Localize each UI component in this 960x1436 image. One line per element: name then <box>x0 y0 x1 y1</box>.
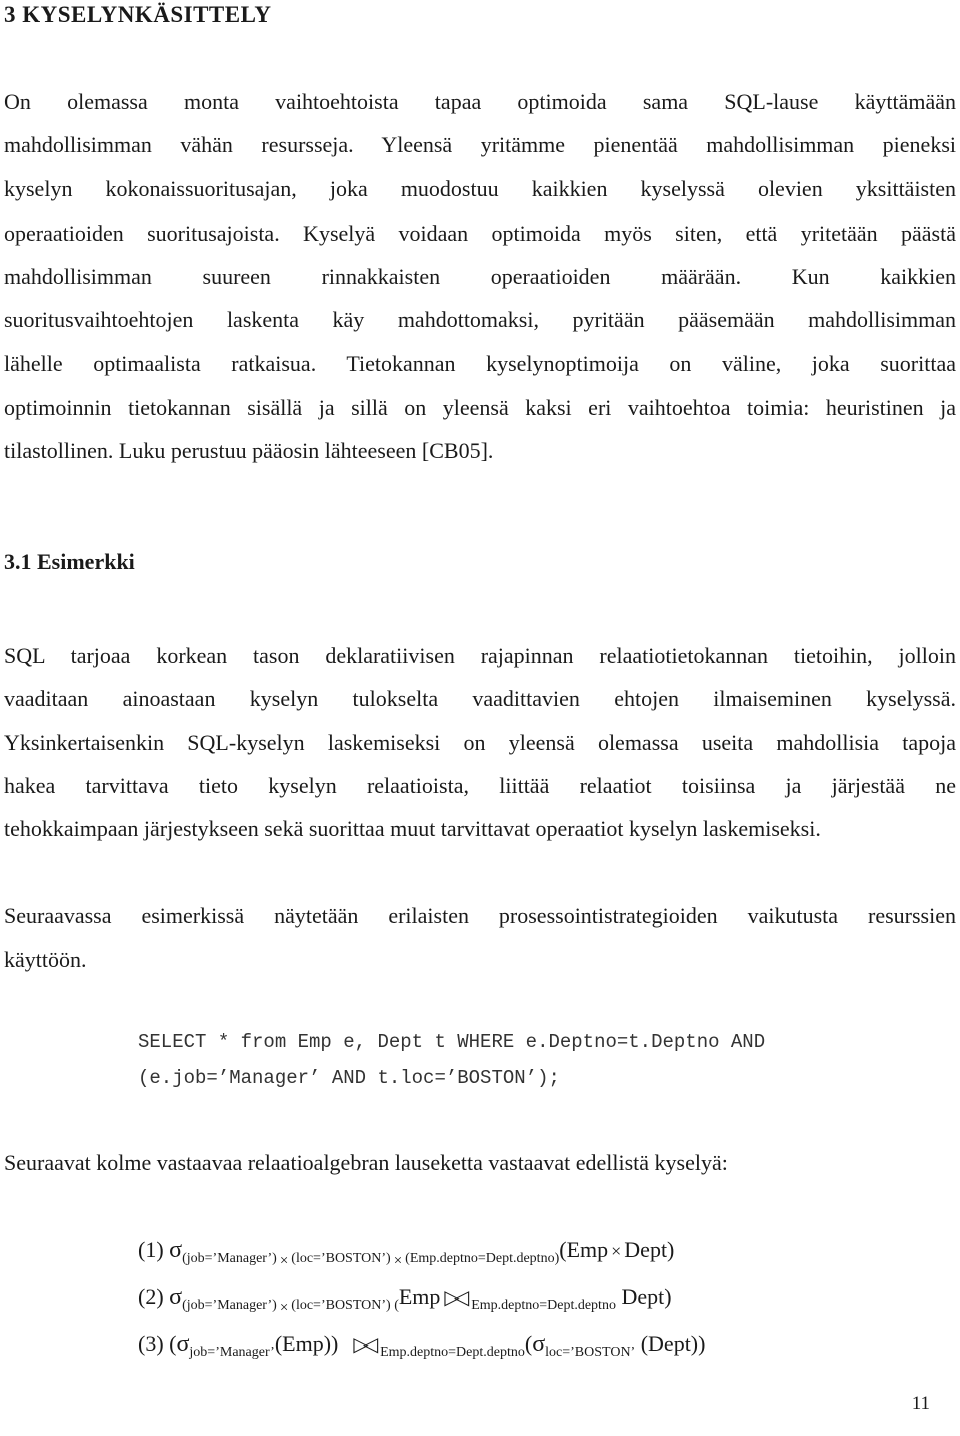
paren: ( <box>390 1298 399 1313</box>
code-line: SELECT * from Emp e, Dept t WHERE e.Deptno=t.Deptno AND <box>138 1031 766 1053</box>
condition: (Emp.deptno=Dept.deptno) <box>405 1251 560 1266</box>
expression-number: (2) <box>138 1284 170 1309</box>
condition: job=’Manager’ <box>189 1345 275 1360</box>
paragraph-line: tilastollinen. Luku perustuu pääosin lähteeseen [CB05]. <box>4 438 494 463</box>
paragraph-line: hakea tarvittava tieto kyselyn relaatioista, liittää relaatiot toisiinsa ja järjestää ne <box>4 773 956 798</box>
sigma-symbol: σ <box>532 1331 546 1357</box>
paragraph-line: Seuraavat kolme vastaavaa relaatioalgebran lauseketta vastaavat edellistä kyselyä: <box>4 1150 728 1175</box>
paragraph-line: vaaditaan ainoastaan kyselyn tulokselta vaadittavien ehtojen ilmaiseminen kyselyssä. <box>4 686 956 711</box>
paragraph-line: lähelle optimaalista ratkaisua. Tietokannan kyselynoptimoija on väline, joka suorittaa <box>4 351 956 376</box>
paragraph-line: käyttöön. <box>4 947 87 972</box>
cross-product-symbol: × <box>393 1253 403 1269</box>
paragraph-line: operaatioiden suoritusajoista. Kyselyä voidaan optimoida myös siten, että yritetään päästä <box>4 221 956 246</box>
paragraph-line: optimoinnin tietokannan sisällä ja sillä on yleensä kaksi eri vaihtoehtoa toimia: heuristinen ja <box>4 395 956 420</box>
chapter-heading: 3 KYSELYNKÄSITTELY <box>4 2 272 27</box>
page-number: 11 <box>911 1393 930 1414</box>
algebra-expression-3 <box>138 1330 705 1362</box>
paragraph-line: suoritusvaihtoehtojen laskenta käy mahdottomaksi, pyritään pääsemään mahdollisimman <box>4 307 956 332</box>
paragraph-line: SQL tarjoaa korkean tason deklaratiivisen rajapinnan relaatiotietokannan tietoihin, jolloin <box>4 643 956 668</box>
algebra-expression-1 <box>138 1236 674 1268</box>
join-condition: Emp.deptno=Dept.deptno <box>380 1345 525 1360</box>
join-symbol-icon: ▷◁ <box>444 1287 464 1309</box>
paragraph-line: mahdollisimman suureen rinnakkaisten operaatioiden määrään. Kun kaikkien <box>4 264 956 289</box>
expression-args: Dept) <box>624 1237 675 1262</box>
condition: loc=’BOSTON’ <box>545 1345 636 1360</box>
paragraph-line: Yksinkertaisenkin SQL-kyselyn laskemiseksi on yleensä olemassa useita mahdollisia tapoja <box>4 730 956 755</box>
cross-product-symbol: × <box>279 1300 289 1316</box>
paragraph-line: Seuraavassa esimerkissä näytetään erilaisten prosessointistrategioiden vaikutusta resurssien <box>4 903 956 928</box>
condition: (job=’Manager’) <box>182 1298 277 1313</box>
paragraph-line: On olemassa monta vaihtoehtoista tapaa optimoida sama SQL-lause käyttämään <box>4 89 956 114</box>
sigma-symbol: σ <box>169 1284 183 1310</box>
join-symbol-icon: ▷◁ <box>353 1334 373 1356</box>
relation-name: Emp <box>398 1284 441 1309</box>
cross-product-symbol: × <box>611 1241 622 1261</box>
code-line: (e.job=’Manager’ AND t.loc=’BOSTON’); <box>138 1067 560 1089</box>
cross-product-symbol: × <box>279 1253 289 1269</box>
expression-args: (Emp <box>559 1237 609 1262</box>
condition: (loc=’BOSTON’) <box>291 1251 391 1266</box>
relation-name: Dept) <box>615 1284 672 1309</box>
condition: (loc=’BOSTON’) <box>291 1298 391 1313</box>
paren: ( <box>524 1331 533 1356</box>
paragraph-line: mahdollisimman vähän resursseja. Yleensä yritämme pienentää mahdollisimman pieneksi <box>4 132 956 157</box>
join-condition: Emp.deptno=Dept.deptno <box>471 1298 616 1313</box>
paragraph-line: tehokkaimpaan järjestykseen sekä suorittaa muut tarvittavat operaatiot kyselyn laskemiseksi. <box>4 816 821 841</box>
algebra-expression-2 <box>138 1283 672 1315</box>
sigma-symbol: σ <box>169 1237 183 1263</box>
expression-number: (1) <box>138 1237 170 1262</box>
relation-name: (Emp)) <box>274 1331 339 1356</box>
sigma-symbol: σ <box>176 1331 190 1357</box>
expression-number: (3) ( <box>138 1331 177 1356</box>
paragraph-line: kyselyn kokonaissuoritusajan, joka muodostuu kaikkien kyselyssä olevien yksittäisten <box>4 176 956 201</box>
relation-name: (Dept)) <box>635 1331 706 1356</box>
section-heading: 3.1 Esimerkki <box>4 549 135 574</box>
condition: (job=’Manager’) <box>182 1251 277 1266</box>
